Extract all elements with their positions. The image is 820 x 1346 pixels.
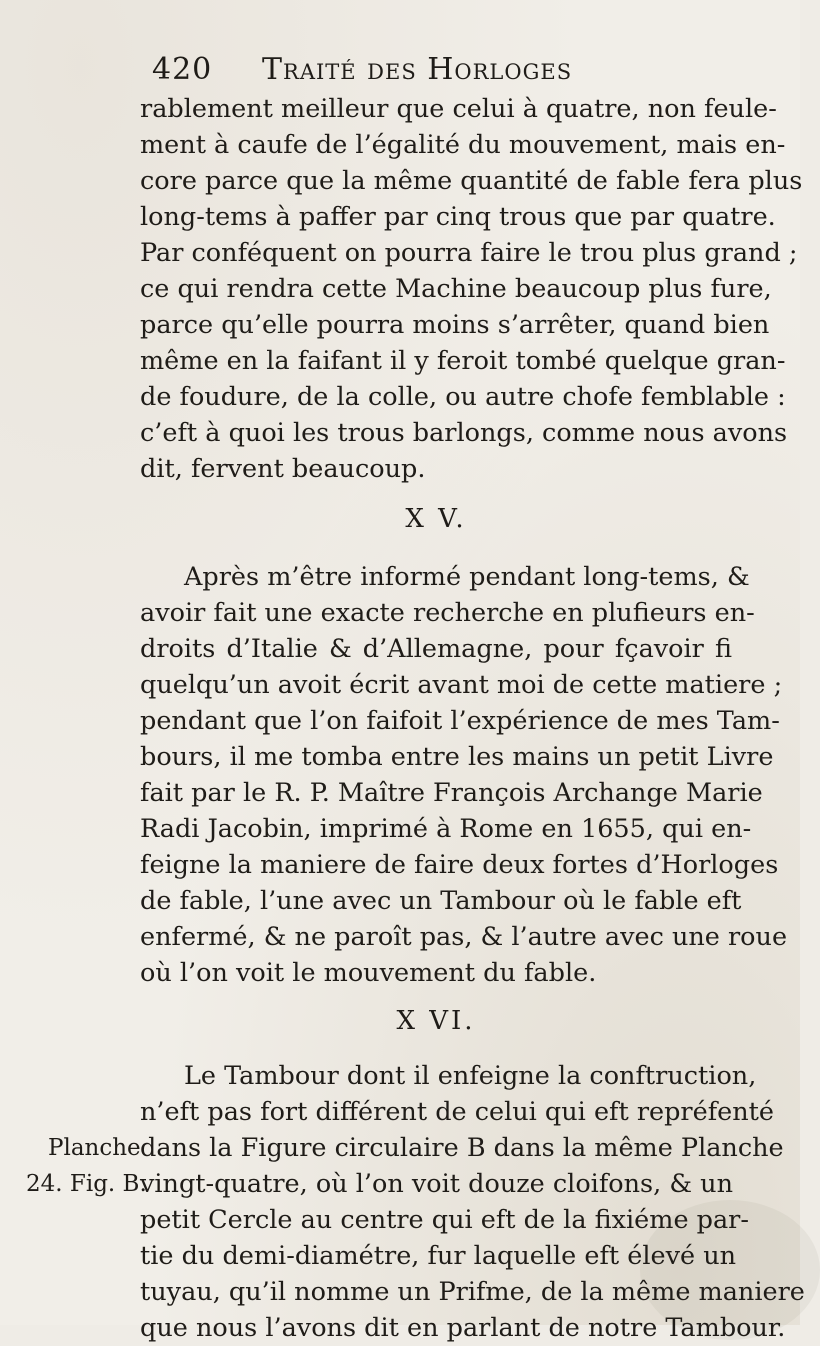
page-header bbox=[152, 52, 712, 92]
section-heading: X VI. bbox=[396, 1006, 476, 1036]
text-line: fait par le R. P. Maître François Archange Marie bbox=[140, 778, 763, 808]
text-line: Par conféquent on pourra faire le trou plus grand ; bbox=[140, 238, 798, 268]
text-line: long-tems à paffer par cinq trous que par quatre. bbox=[140, 202, 776, 232]
text-line: petit Cercle au centre qui eft de la fixiéme par- bbox=[140, 1205, 749, 1235]
text-line: n’eft pas fort différent de celui qui eft repréfenté bbox=[140, 1097, 775, 1127]
margin-note-planche: Planche bbox=[48, 1135, 141, 1161]
text-line: enfermé, & ne paroît pas, & l’autre avec une roue bbox=[140, 922, 788, 952]
text-line: dans la Figure circulaire B dans la même Planche bbox=[140, 1133, 784, 1163]
margin-note-figure: 24. Fig. B. bbox=[26, 1171, 147, 1197]
text-line: même en la faifant il y feroit tombé quelque gran- bbox=[140, 346, 786, 376]
text-line: ment à caufe de l’égalité du mouvement, mais en- bbox=[140, 130, 786, 160]
text-line: tuyau, qu’il nomme un Prifme, de la même maniere bbox=[140, 1277, 805, 1307]
text-line: rablement meilleur que celui à quatre, non feule- bbox=[140, 94, 777, 124]
text-line: de fable, l’une avec un Tambour où le fable eft bbox=[140, 886, 742, 916]
text-line: Radi Jacobin, imprimé à Rome en 1655, qui en- bbox=[140, 814, 752, 844]
page-number: 420 bbox=[152, 52, 213, 87]
text-line: que nous l’avons dit en parlant de notre Tambour. bbox=[140, 1313, 786, 1343]
text-line: c’eft à quoi les trous barlongs, comme nous avons bbox=[140, 418, 788, 448]
text-line: bours, il me tomba entre les mains un petit Livre bbox=[140, 742, 774, 772]
text-line: tie du demi-diamétre, fur laquelle eft élevé un bbox=[140, 1241, 737, 1271]
text-line: vingt-quatre, où l’on voit douze cloifons, & un bbox=[140, 1169, 733, 1199]
running-title: Traité des Horloges bbox=[262, 52, 573, 87]
text-line: Après m’être informé pendant long-tems, & bbox=[184, 562, 750, 592]
text-line: parce qu’elle pourra moins s’arrêter, quand bien bbox=[140, 310, 770, 340]
text-line: droits d’Italie & d’Allemagne, pour fçavoir fi bbox=[140, 634, 732, 664]
text-line: dit, fervent beaucoup. bbox=[140, 454, 426, 484]
text-line: ce qui rendra cette Machine beaucoup plus fure, bbox=[140, 274, 772, 304]
text-line: feigne la maniere de faire deux fortes d’Horloges bbox=[140, 850, 779, 880]
text-line: de foudure, de la colle, ou autre chofe femblable : bbox=[140, 382, 786, 412]
text-line: avoir fait une exacte recherche en plufieurs en- bbox=[140, 598, 755, 628]
text-line: Le Tambour dont il enfeigne la conftruction, bbox=[184, 1061, 757, 1091]
text-line: quelqu’un avoit écrit avant moi de cette matiere ; bbox=[140, 670, 783, 700]
text-line: core parce que la même quantité de fable fera plus bbox=[140, 166, 803, 196]
text-line: où l’on voit le mouvement du fable. bbox=[140, 958, 597, 988]
text-line: pendant que l’on faifoit l’expérience de mes Tam- bbox=[140, 706, 780, 736]
section-heading: X V. bbox=[405, 504, 467, 534]
